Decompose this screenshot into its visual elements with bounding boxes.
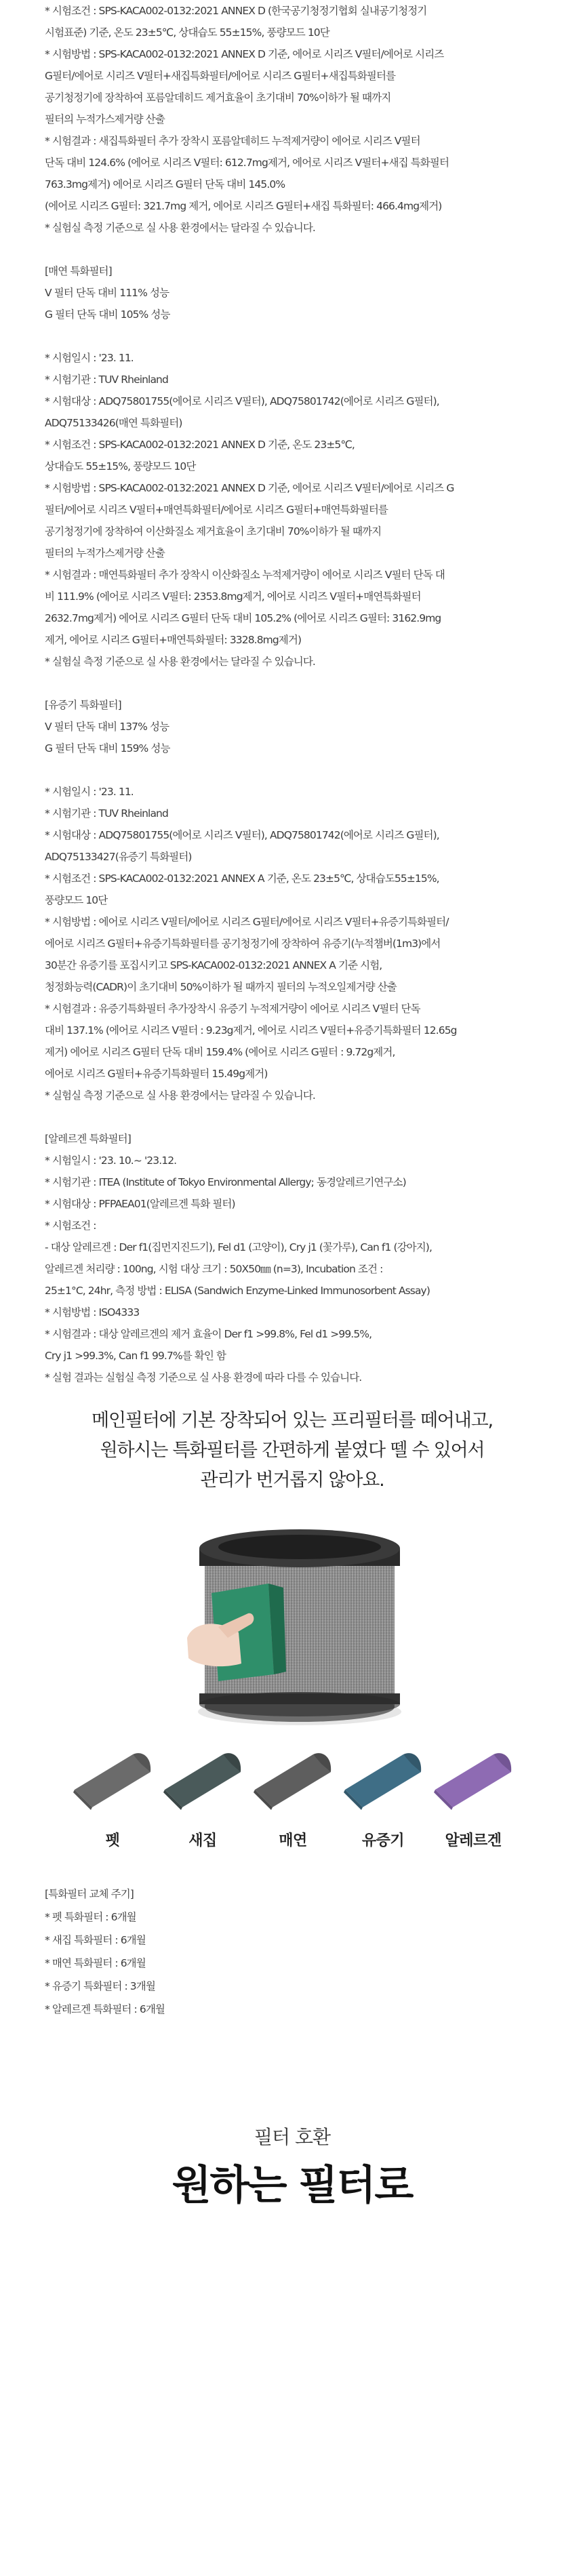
note-line: 763.3mg제거) 에어로 시리즈 G필터 단독 대비 145.0% (45, 178, 285, 190)
note-line: * 시험결과 : 유증기특화필터 추가장착시 유증기 누적제거량이 에어로 시리즈 V필터 단독 (45, 1003, 420, 1015)
spacer (45, 325, 540, 347)
cycle-item: * 매연 특화필터 : 6개월 (45, 1957, 146, 1969)
note-line: 공기청정기에 장착하여 이산화질소 제거효율이 초기대비 70%이하가 될 때까지 (45, 525, 382, 538)
cycle-item: * 펫 특화필터 : 6개월 (45, 1911, 136, 1923)
cycle-item: * 유증기 특화필터 : 3개월 (45, 1980, 155, 1992)
note-line: 상대습도 55±15%, 풍량모드 10단 (45, 460, 196, 472)
filter-item (431, 1749, 515, 1850)
note-line: * 시험기관 : TUV Rheinland (45, 807, 168, 820)
spacer (45, 1106, 540, 1128)
intro-line-1: 메인필터에 기본 장착되어 있는 프리필터를 떼어내고, (92, 1410, 493, 1431)
note-line: [유증기 특화필터] (45, 699, 121, 711)
note-line: * 시험일시 : '23. 11. (45, 352, 134, 364)
filter-label: 펫 (105, 1832, 120, 1849)
note-line: V 필터 단독 대비 137% 성능 (45, 721, 169, 733)
note-line: 시험표준) 기준, 온도 23±5℃, 상대습도 55±15%, 풍량모드 10단 (45, 26, 329, 39)
note-line: (에어로 시리즈 G필터: 321.7mg 제거, 에어로 시리즈 G필터+새집 특화필터: 466.4mg제거) (45, 200, 442, 212)
note-line: 공기청정기에 장착하여 포름알데히드 제거효율이 초기대비 70%이하가 될 때까지 (45, 92, 391, 104)
note-line: G 필터 단독 대비 159% 성능 (45, 742, 170, 754)
filter-item (341, 1749, 425, 1850)
spacer (45, 239, 540, 260)
filter-product-image (45, 1518, 540, 1729)
note-line: * 실험실 측정 기준으로 실 사용 환경에서는 달라질 수 있습니다. (45, 1089, 315, 1102)
filter-item (251, 1749, 335, 1850)
note-line: * 시험대상 : ADQ75801755(에어로 시리즈 V필터), ADQ75801742(에어로 시리즈 G필터), (45, 829, 439, 841)
spacer (45, 672, 540, 694)
cycle-title: [특화필터 교체 주기] (45, 1888, 134, 1900)
note-line: * 시험기관 : ITEA (Institute of Tokyo Environmental Allergy; 동경알레르기연구소) (45, 1176, 406, 1188)
note-line: 대비 137.1% (에어로 시리즈 V필터 : 9.23g제거, 에어로 시리즈 V필터+유증기특화필터 12.65g (45, 1024, 457, 1037)
note-line: * 시험조건 : SPS-KACA002-0132:2021 ANNEX D (한국공기청정기협회 실내공기청정기 (45, 5, 427, 17)
note-line: * 시험조건 : (45, 1220, 96, 1232)
note-line: * 시험일시 : '23. 11. (45, 786, 134, 798)
note-line: * 시험방법 : ISO4333 (45, 1306, 140, 1319)
filter-swatch-icon (341, 1749, 425, 1814)
note-line: V 필터 단독 대비 111% 성능 (45, 287, 169, 299)
filter-swatch-icon (251, 1749, 335, 1814)
filter-swatch-body (75, 1754, 150, 1807)
note-line: * 시험조건 : SPS-KACA002-0132:2021 ANNEX A 기준, 온도 23±5℃, 상대습도55±15%, (45, 872, 439, 885)
note-line: 제거, 에어로 시리즈 G필터+매연특화필터: 3328.8mg제거) (45, 634, 302, 646)
intro-line-3: 관리가 번거롭지 않아요. (200, 1470, 384, 1491)
note-line: * 시험조건 : SPS-KACA002-0132:2021 ANNEX D 기준, 온도 23±5℃, (45, 439, 355, 451)
compat-section (45, 2122, 540, 2209)
filter-swatch-icon (71, 1749, 155, 1814)
filter-swatch-body (345, 1754, 421, 1807)
compat-title: 원하는 필터로 (172, 2162, 413, 2209)
note-line: 알레르겐 처리량 : 100ng, 시험 대상 크기 : 50X50㎜ (n=3), Incubation 조건 : (45, 1263, 383, 1275)
note-line: 에어로 시리즈 G필터+유증기특화필터 15.49g제거) (45, 1068, 268, 1080)
note-line: G 필터 단독 대비 105% 성능 (45, 308, 170, 321)
cycle-item: * 알레르겐 특화필터 : 6개월 (45, 2003, 165, 2015)
note-line: Cry j1 >99.3%, Can f1 99.7%를 확인 함 (45, 1350, 226, 1362)
compat-eyebrow: 필터 호환 (254, 2126, 331, 2148)
note-line: * 시험결과 : 새집특화필터 추가 장착시 포름알데히드 누적제거량이 에어로 시리즈 V필터 (45, 135, 420, 147)
note-line: 제거) 에어로 시리즈 G필터 단독 대비 159.4% (에어로 시리즈 G필터 : 9.72g제거, (45, 1046, 395, 1058)
special-filter-list (45, 1749, 540, 1850)
note-line: * 시험대상 : PFPAEA01(알레르겐 특화 필터) (45, 1198, 235, 1210)
note-line: G필터/에어로 시리즈 V필터+새집특화필터/에어로 시리즈 G필터+새집특화필터를 (45, 70, 396, 82)
note-line: - 대상 알레르겐 : Der f1(집먼지진드기), Fel d1 (고양이), Cry j1 (꽃가루), Can f1 (강아지), (45, 1241, 432, 1253)
note-line: 30분간 유증기를 포집시키고 SPS-KACA002-0132:2021 ANNEX A 기준 시험, (45, 959, 382, 971)
note-line: * 시험일시 : '23. 10.~ '23.12. (45, 1154, 177, 1167)
filter-label: 새집 (188, 1832, 217, 1849)
filter-swatch-icon (431, 1749, 515, 1814)
note-line: [알레르겐 특화필터] (45, 1133, 131, 1145)
intro-text (45, 1406, 540, 1495)
filter-swatch-body (165, 1754, 241, 1807)
filter-item (71, 1749, 155, 1850)
note-line: * 시험방법 : 에어로 시리즈 V필터/에어로 시리즈 G필터/에어로 시리즈 V필터+유증기특화필터/ (45, 916, 449, 928)
filter-label: 알레르겐 (445, 1832, 502, 1849)
intro-line-2: 원하시는 특화필터를 간편하게 붙였다 뗄 수 있어서 (100, 1440, 485, 1461)
note-line: [매연 특화필터] (45, 265, 112, 277)
note-line: * 시험방법 : SPS-KACA002-0132:2021 ANNEX D 기준, 에어로 시리즈 V필터/에어로 시리즈 (45, 48, 444, 60)
note-line: * 시험결과 : 매연특화필터 추가 장착시 이산화질소 누적제거량이 에어로 시리즈 V필터 단독 대 (45, 569, 445, 581)
note-line: 단독 대비 124.6% (에어로 시리즈 V필터: 612.7mg제거, 에어로 시리즈 V필터+새집 특화필터 (45, 157, 449, 169)
filter-label: 매연 (279, 1832, 307, 1849)
note-line: * 시험결과 : 대상 알레르겐의 제거 효율이 Der f1 >99.8%, Fel d1 >99.5%, (45, 1328, 372, 1340)
spacer (45, 759, 540, 781)
note-line: ADQ75133426(매연 특화필터) (45, 417, 182, 429)
note-line: 비 111.9% (에어로 시리즈 V필터: 2353.8mg제거, 에어로 시리즈 V필터+매연특화필터 (45, 590, 421, 603)
note-line: 25±1°C, 24hr, 측정 방법 : ELISA (Sandwich Enzyme-Linked Immunosorbent Assay) (45, 1285, 430, 1297)
note-line: 필터의 누적가스제거량 산출 (45, 113, 165, 125)
note-line: * 실험실 측정 기준으로 실 사용 환경에서는 달라질 수 있습니다. (45, 222, 315, 234)
cycle-item: * 새집 특화필터 : 6개월 (45, 1934, 146, 1946)
note-line: * 실험 결과는 실험실 측정 기준으로 실 사용 환경에 따라 다를 수 있습니다. (45, 1371, 362, 1384)
note-line: 청정화능력(CADR)이 초기대비 50%이하가 될 때까지 필터의 누적오일제거량 산출 (45, 981, 397, 993)
test-notes (45, 0, 540, 1388)
filter-swatch-icon (161, 1749, 245, 1814)
cylindrical-filter-illustration (45, 1518, 540, 1729)
note-line: 풍량모드 10단 (45, 894, 108, 906)
filter-swatch-body (435, 1754, 511, 1807)
note-line: 필터의 누적가스제거량 산출 (45, 547, 165, 559)
filter-item (161, 1749, 245, 1850)
note-line: * 시험방법 : SPS-KACA002-0132:2021 ANNEX D 기준, 에어로 시리즈 V필터/에어로 시리즈 G (45, 482, 454, 494)
note-line: * 시험대상 : ADQ75801755(에어로 시리즈 V필터), ADQ75801742(에어로 시리즈 G필터), (45, 395, 439, 407)
note-line: 필터/에어로 시리즈 V필터+매연특화필터/에어로 시리즈 G필터+매연특화필터를 (45, 504, 388, 516)
filter-swatch-body (255, 1754, 331, 1807)
filter-label: 유증기 (361, 1832, 405, 1849)
replacement-cycle (45, 1883, 540, 2021)
note-line: * 시험기관 : TUV Rheinland (45, 374, 168, 386)
note-line: 에어로 시리즈 G필터+유증기특화필터를 공기청정기에 장착하여 유증기(누적챔버(1m3)에서 (45, 938, 441, 950)
note-line: ADQ75133427(유증기 특화필터) (45, 851, 192, 863)
note-line: 2632.7mg제거) 에어로 시리즈 G필터 단독 대비 105.2% (에어로 시리즈 G필터: 3162.9mg (45, 612, 441, 624)
note-line: * 실험실 측정 기준으로 실 사용 환경에서는 달라질 수 있습니다. (45, 656, 315, 668)
